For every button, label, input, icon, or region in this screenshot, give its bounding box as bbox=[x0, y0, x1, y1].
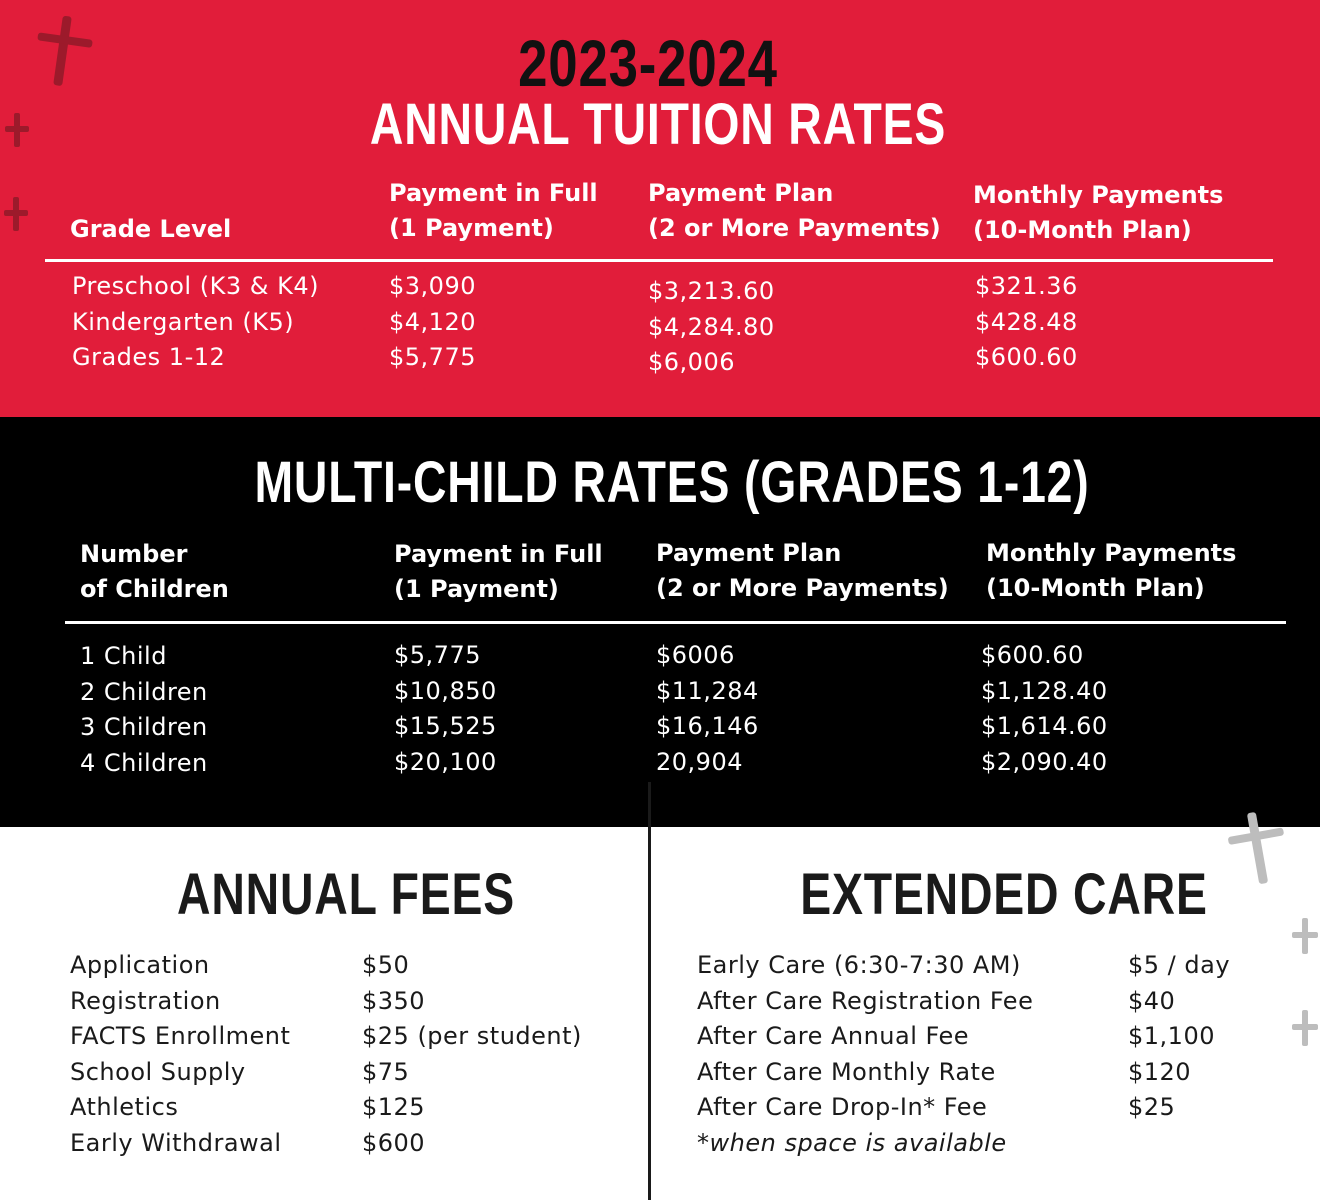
col-header-number-line1: Number bbox=[80, 540, 188, 568]
multi-child-title: MULTI-CHILD RATES (GRADES 1-12) bbox=[254, 450, 1090, 515]
list-item-label: After Care Monthly Rate bbox=[697, 1057, 996, 1086]
list-item-amount: $350 bbox=[362, 986, 426, 1015]
list-item-amount: $600 bbox=[362, 1128, 426, 1157]
list-item-amount: $5 / day bbox=[1128, 951, 1231, 979]
col-header-plan-line2: (2 or More Payments) bbox=[648, 214, 941, 242]
table-cell: 1 Child bbox=[80, 642, 167, 670]
tuition-plan-column bbox=[648, 274, 775, 381]
table-cell: $11,284 bbox=[656, 676, 759, 705]
col-header-monthly bbox=[986, 536, 1236, 606]
multi-monthly-column bbox=[981, 638, 1108, 780]
annual-fees-labels bbox=[70, 948, 290, 1161]
cross-icon bbox=[4, 197, 28, 231]
table-cell: $4,120 bbox=[389, 307, 476, 336]
tuition-header-rule bbox=[45, 259, 1273, 262]
col-header-monthly-line1: Monthly Payments bbox=[973, 181, 1224, 209]
col-header-plan bbox=[648, 176, 941, 246]
col-header-monthly bbox=[973, 178, 1223, 248]
table-cell: 2 Children bbox=[80, 677, 208, 706]
cross-icon bbox=[31, 13, 95, 90]
table-cell: $3,090 bbox=[389, 272, 476, 300]
col-header-plan-line1: Payment Plan bbox=[648, 179, 834, 207]
extended-care-labels bbox=[697, 948, 1033, 1161]
table-cell: 4 Children bbox=[80, 748, 208, 777]
table-cell: $600.60 bbox=[975, 343, 1078, 371]
list-item-amount: $1,100 bbox=[1128, 1022, 1215, 1050]
list-item-label: After Care Annual Fee bbox=[697, 1022, 970, 1050]
table-cell: 20,904 bbox=[656, 747, 743, 776]
vertical-divider bbox=[648, 782, 651, 1200]
table-cell: $15,525 bbox=[394, 712, 497, 740]
col-header-plan-line2: (2 or More Payments) bbox=[656, 574, 949, 602]
col-header-monthly-line2: (10-Month Plan) bbox=[986, 574, 1205, 602]
cross-icon bbox=[1292, 1010, 1318, 1046]
list-item-label: School Supply bbox=[70, 1057, 246, 1086]
list-item-label: FACTS Enrollment bbox=[70, 1022, 291, 1050]
multi-plan-column bbox=[656, 638, 759, 780]
list-item-label: Application bbox=[70, 951, 210, 979]
col-header-full bbox=[389, 176, 598, 246]
table-cell: $6,006 bbox=[648, 348, 735, 376]
table-cell: $600.60 bbox=[981, 641, 1084, 669]
extended-care-amounts bbox=[1128, 948, 1230, 1126]
col-header-number bbox=[80, 537, 229, 607]
table-cell: $428.48 bbox=[975, 307, 1078, 336]
list-item-label: Early Withdrawal bbox=[70, 1128, 282, 1157]
list-item-label: Athletics bbox=[70, 1093, 179, 1121]
col-header-full-line1: Payment in Full bbox=[394, 540, 603, 568]
list-item-amount: $75 bbox=[362, 1057, 410, 1086]
col-header-grade: Grade Level bbox=[70, 215, 232, 243]
table-cell: $321.36 bbox=[975, 272, 1078, 300]
col-header-number-line2: of Children bbox=[80, 575, 229, 603]
table-cell: $1,614.60 bbox=[981, 712, 1108, 740]
footnote: *when space is available bbox=[697, 1128, 1007, 1157]
tuition-monthly-column bbox=[975, 269, 1078, 376]
table-cell: $5,775 bbox=[394, 641, 481, 669]
multi-header-rule bbox=[65, 621, 1286, 624]
annual-fees-title: ANNUAL FEES bbox=[177, 862, 515, 927]
annual-fees-amounts bbox=[362, 948, 582, 1161]
table-cell: Preschool (K3 & K4) bbox=[72, 272, 319, 300]
col-header-full-line1: Payment in Full bbox=[389, 179, 598, 207]
table-cell: $1,128.40 bbox=[981, 676, 1108, 705]
list-item-label: Early Care (6:30-7:30 AM) bbox=[697, 951, 1021, 979]
list-item-amount: $125 bbox=[362, 1093, 426, 1121]
table-cell: $4,284.80 bbox=[648, 312, 775, 341]
col-header-monthly-line2: (10-Month Plan) bbox=[973, 216, 1192, 244]
tuition-year: 2023-2024 bbox=[518, 26, 778, 100]
tuition-grade-column bbox=[72, 269, 319, 376]
list-item-amount: $50 bbox=[362, 951, 410, 979]
col-header-full bbox=[394, 537, 603, 607]
list-item-amount: $25 (per student) bbox=[362, 1022, 582, 1050]
col-header-monthly-line1: Monthly Payments bbox=[986, 539, 1237, 567]
extended-care-title: EXTENDED CARE bbox=[800, 862, 1208, 927]
table-cell: $3,213.60 bbox=[648, 277, 775, 305]
col-header-full-line2: (1 Payment) bbox=[389, 214, 554, 242]
table-cell: $6006 bbox=[656, 641, 735, 669]
tuition-title: ANNUAL TUITION RATES bbox=[369, 92, 947, 157]
list-item-amount: $40 bbox=[1128, 986, 1176, 1015]
list-item-label: After Care Registration Fee bbox=[697, 986, 1034, 1015]
list-item-amount: $120 bbox=[1128, 1057, 1192, 1086]
multi-full-column bbox=[394, 638, 497, 780]
table-cell: $20,100 bbox=[394, 747, 497, 776]
table-cell: 3 Children bbox=[80, 713, 208, 741]
table-cell: $5,775 bbox=[389, 343, 476, 371]
list-item-amount: $25 bbox=[1128, 1093, 1176, 1121]
col-header-full-line2: (1 Payment) bbox=[394, 575, 559, 603]
table-cell: Grades 1-12 bbox=[72, 343, 226, 371]
col-header-plan bbox=[656, 536, 949, 606]
table-cell: Kindergarten (K5) bbox=[72, 307, 295, 336]
multi-children-column bbox=[80, 639, 208, 781]
cross-icon bbox=[5, 113, 29, 147]
table-cell: $2,090.40 bbox=[981, 747, 1108, 776]
cross-icon bbox=[1292, 918, 1318, 954]
table-cell: $10,850 bbox=[394, 676, 497, 705]
list-item-label: Registration bbox=[70, 986, 221, 1015]
table-cell: $16,146 bbox=[656, 712, 759, 740]
col-header-plan-line1: Payment Plan bbox=[656, 539, 842, 567]
tuition-full-column bbox=[389, 269, 476, 376]
list-item-label: After Care Drop-In* Fee bbox=[697, 1093, 988, 1121]
